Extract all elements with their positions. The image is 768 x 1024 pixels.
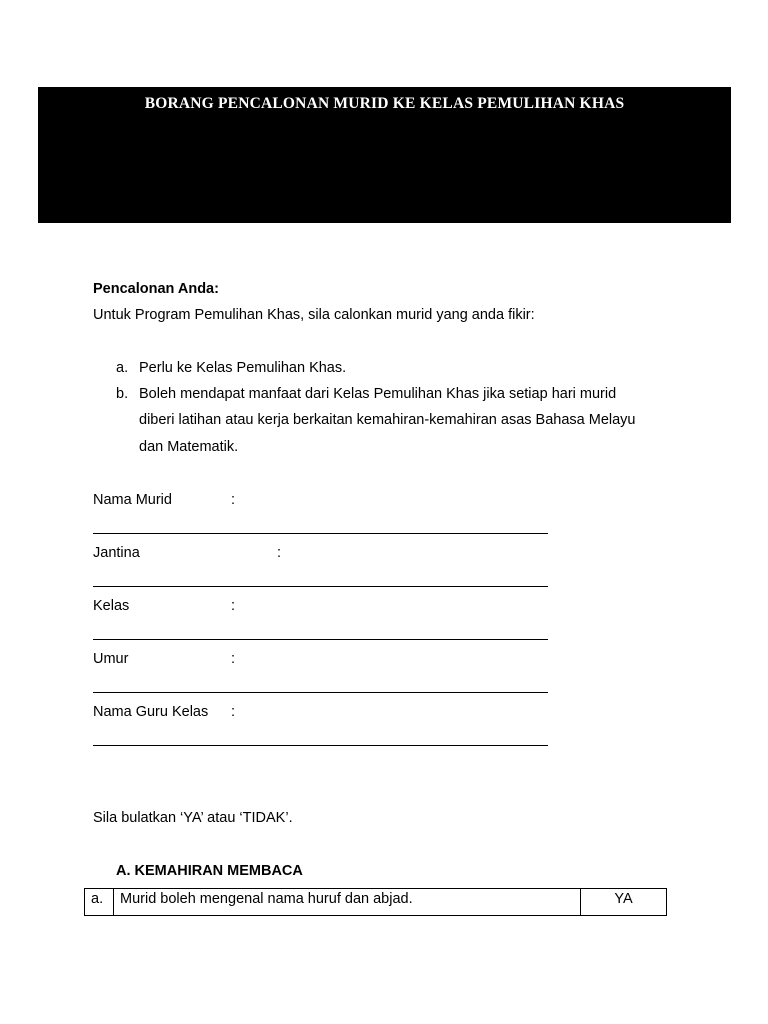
form-title: BORANG PENCALONAN MURID KE KELAS PEMULIHAN KHAS [144,95,625,112]
title-banner [38,87,731,223]
field-colon: : [231,598,236,614]
criteria-b-marker: b. [116,386,129,402]
row-marker: a. [85,889,114,916]
field-label-umur: Umur [93,651,129,667]
field-colon: : [231,651,236,667]
criteria-a-marker: a. [116,360,129,376]
nomination-intro: Untuk Program Pemulihan Khas, sila calonkan murid yang anda fikir: [93,307,535,323]
criteria-a-text: Perlu ke Kelas Pemulihan Khas. [139,360,347,376]
row-skill-text: Murid boleh mengenal nama huruf dan abjad. [114,889,581,916]
criteria-b-line-3: dan Matematik. [139,439,239,455]
nama-murid-input-line[interactable] [93,533,548,534]
section-a-table [84,888,667,916]
field-colon: : [277,545,282,561]
field-label-nama-murid: Nama Murid [93,492,172,508]
criteria-b-line-1: Boleh mendapat manfaat dari Kelas Pemulihan Khas jika setiap hari murid [139,386,617,402]
nomination-heading: Pencalonan Anda: [93,281,219,297]
field-label-nama-guru-kelas: Nama Guru Kelas [93,704,209,720]
nama-guru-kelas-input-line[interactable] [93,745,548,746]
umur-input-line[interactable] [93,692,548,693]
field-colon: : [231,704,236,720]
row-answer-ya[interactable]: YA [581,889,667,916]
kelas-input-line[interactable] [93,639,548,640]
instruction-text: Sila bulatkan ‘YA’ atau ‘TIDAK’. [93,810,293,826]
jantina-input-line[interactable] [93,586,548,587]
field-label-jantina: Jantina [93,545,140,561]
field-label-kelas: Kelas [93,598,130,614]
section-a-heading: A. KEMAHIRAN MEMBACA [116,863,303,879]
field-colon: : [231,492,236,508]
table-row [85,889,667,916]
criteria-b-line-2: diberi latihan atau kerja berkaitan kemahiran-kemahiran asas Bahasa Melayu [139,412,636,428]
